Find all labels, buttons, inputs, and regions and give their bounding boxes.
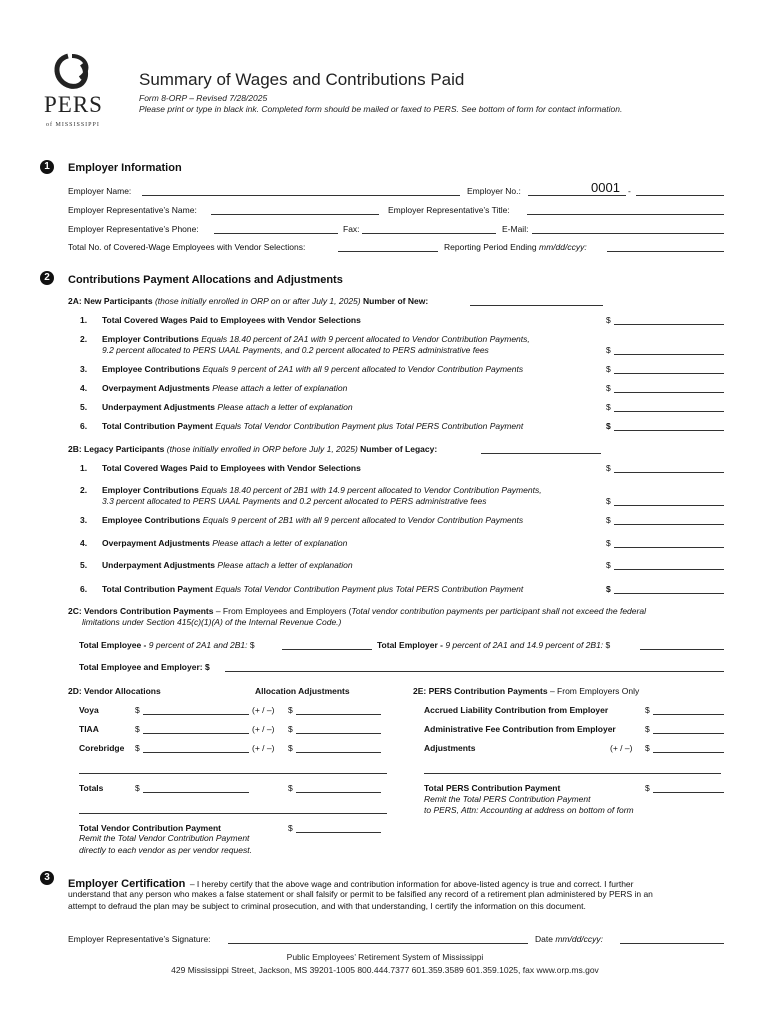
- pers-item-dollar: $: [645, 705, 650, 715]
- vendor-name: Corebridge: [79, 743, 125, 753]
- logo-subtext: of MISSISSIPPI: [46, 122, 100, 128]
- page-title: Summary of Wages and Contributions Paid: [139, 70, 465, 89]
- vendor-plus-minus: (+ / –): [252, 724, 275, 734]
- new-item-number: 2.: [80, 334, 88, 344]
- totals-dollar: $: [135, 783, 140, 793]
- period-field[interactable]: [607, 251, 724, 252]
- new-item-amount-field[interactable]: [614, 411, 724, 412]
- legacy-item-amount-field[interactable]: [614, 472, 724, 473]
- total-employee-employer-field[interactable]: [225, 671, 724, 672]
- new-item-amount-field[interactable]: [614, 324, 724, 325]
- total-vendor-field[interactable]: [296, 832, 381, 833]
- legacy-item-number: 3.: [80, 515, 88, 525]
- pers-item-field[interactable]: [653, 714, 724, 715]
- new-item-label: Employer Contributions Equals 18.40 percent of 2A1 with 9 percent allocated to Vendor Contribution Payments,: [102, 334, 530, 344]
- form-instructions: Please print or type in black ink. Completed form should be mailed or faxed to PERS. See bottom of form for contact information.: [139, 104, 623, 114]
- number-legacy-field[interactable]: [481, 453, 601, 454]
- logo-text: PERS: [44, 92, 103, 117]
- legacy-item-number: 1.: [80, 463, 88, 473]
- certification-line1: Employer Certification – I hereby certify that the above wage and contribution information for above-listed agency is true and correct. I further: [68, 878, 634, 890]
- vendor-adj-dollar: $: [288, 705, 293, 715]
- rep-phone-label: Employer Representative’s Phone:: [68, 224, 199, 234]
- section-2b-heading: 2B: Legacy Participants (those initially enrolled in ORP before July 1, 2025) Number of Legacy:: [68, 444, 438, 454]
- new-item-label: Total Covered Wages Paid to Employees with Vendor Selections: [102, 315, 361, 325]
- form-number: Form 8-ORP – Revised 7/28/2025: [139, 93, 268, 103]
- total-vendor-note: Remit the Total Vendor Contribution Payment: [79, 833, 250, 843]
- signature-field[interactable]: [228, 943, 528, 944]
- employer-no-value: 0001: [591, 180, 620, 195]
- new-item-amount-field[interactable]: [614, 354, 724, 355]
- legacy-item-label: Underpayment Adjustments Please attach a letter of explanation: [102, 560, 353, 570]
- new-item-dollar: $: [606, 421, 611, 431]
- total-vendor-dollar: $: [288, 823, 293, 833]
- employer-no-label: Employer No.:: [467, 186, 521, 196]
- certification-line2: understand that any person who makes a false statement or shall falsify or permit to be falsified any record of a retirement plan administered by PERS in an: [68, 889, 653, 899]
- total-pers-note: Remit the Total PERS Contribution Payment: [424, 794, 591, 804]
- rep-title-label: Employer Representative’s Title:: [388, 205, 510, 215]
- total-vendor-label: Total Vendor Contribution Payment: [79, 823, 221, 833]
- legacy-item-label: Overpayment Adjustments Please attach a letter of explanation: [102, 538, 348, 548]
- totals-divider: [79, 773, 387, 774]
- new-item-label: Overpayment Adjustments Please attach a letter of explanation: [102, 383, 348, 393]
- fax-label: Fax:: [343, 224, 360, 234]
- total-vendor-note-2: directly to each vendor as per vendor request.: [79, 845, 252, 855]
- total-employer-field[interactable]: [640, 649, 724, 650]
- employer-no-field[interactable]: [528, 195, 626, 196]
- total-employees-label: Total No. of Covered-Wage Employees with Vendor Selections:: [68, 242, 306, 252]
- vendor-allocation-field[interactable]: [143, 733, 249, 734]
- legacy-item-dollar: $: [606, 560, 611, 570]
- pers-item-field[interactable]: [653, 752, 724, 753]
- legacy-item-dollar: $: [606, 496, 611, 506]
- vendor-dollar: $: [135, 705, 140, 715]
- section-2e-heading: 2E: PERS Contribution Payments – From Employers Only: [413, 686, 640, 696]
- totals-adjustment-field[interactable]: [296, 792, 381, 793]
- vendor-dollar: $: [135, 724, 140, 734]
- email-label: E-Mail:: [502, 224, 529, 234]
- section-1-number: 1: [40, 160, 54, 174]
- total-pers-field[interactable]: [653, 792, 724, 793]
- legacy-item-number: 4.: [80, 538, 88, 548]
- legacy-item-dollar: $: [606, 584, 611, 594]
- employer-no-suffix-field[interactable]: [636, 195, 724, 196]
- vendor-allocation-field[interactable]: [143, 714, 249, 715]
- legacy-item-amount-field[interactable]: [614, 547, 724, 548]
- vendor-adj-dollar: $: [288, 724, 293, 734]
- number-new-field[interactable]: [470, 305, 603, 306]
- new-item-label: Total Contribution Payment Equals Total Vendor Contribution Payment plus Total PERS Contribution Payment: [102, 421, 524, 431]
- new-item-dollar: $: [606, 345, 611, 355]
- vendor-plus-minus: (+ / –): [252, 743, 275, 753]
- new-item-amount-field[interactable]: [614, 392, 724, 393]
- new-item-dollar: $: [606, 364, 611, 374]
- legacy-item-label: Total Contribution Payment Equals Total Vendor Contribution Payment plus Total PERS Contribution Payment: [102, 584, 524, 594]
- new-item-amount-field[interactable]: [614, 430, 724, 431]
- total-employee-field[interactable]: [282, 649, 372, 650]
- pers-item-field[interactable]: [653, 733, 724, 734]
- new-item-label-line2: 9.2 percent allocated to PERS UAAL Payments, and 0.2 percent allocated to PERS administrative fees: [102, 345, 489, 355]
- section-2-number: 2: [40, 271, 54, 285]
- pers-item-dollar: $: [645, 743, 650, 753]
- legacy-item-number: 6.: [80, 584, 88, 594]
- legacy-item-dollar: $: [606, 538, 611, 548]
- totals-allocation-field[interactable]: [143, 792, 249, 793]
- total-employees-field[interactable]: [338, 251, 438, 252]
- legacy-item-amount-field[interactable]: [614, 505, 724, 506]
- signature-label: Employer Representative’s Signature:: [68, 934, 211, 944]
- vendor-name: Voya: [79, 705, 99, 715]
- total-employee-label: Total Employee - 9 percent of 2A1 and 2B1: $: [79, 640, 255, 650]
- new-item-dollar: $: [606, 315, 611, 325]
- date-field[interactable]: [620, 943, 724, 944]
- vendor-adj-dollar: $: [288, 743, 293, 753]
- legacy-item-amount-field[interactable]: [614, 593, 724, 594]
- rep-name-field[interactable]: [211, 214, 379, 215]
- rep-title-field[interactable]: [527, 214, 724, 215]
- vendor-adjustment-field[interactable]: [296, 714, 381, 715]
- new-item-number: 4.: [80, 383, 88, 393]
- legacy-item-label: Total Covered Wages Paid to Employees with Vendor Selections: [102, 463, 361, 473]
- legacy-item-dollar: $: [606, 463, 611, 473]
- totals-adj-dollar: $: [288, 783, 293, 793]
- rep-name-label: Employer Representative’s Name:: [68, 205, 197, 215]
- vendor-plus-minus: (+ / –): [252, 705, 275, 715]
- employer-name-label: Employer Name:: [68, 186, 132, 196]
- total-pers-label: Total PERS Contribution Payment: [424, 783, 561, 793]
- new-item-number: 5.: [80, 402, 88, 412]
- vendor-name: TIAA: [79, 724, 99, 734]
- vendor-allocation-field[interactable]: [143, 752, 249, 753]
- pers-divider: [424, 773, 721, 774]
- totals-divider-bottom: [79, 813, 387, 814]
- section-2c-heading-line2: limitations under Section 415(c)(1)(A) of the Internal Revenue Code.): [82, 617, 342, 627]
- section-2a-heading: 2A: New Participants (those initially enrolled in ORP on or after July 1, 2025) Number of New:: [68, 296, 429, 306]
- legacy-item-number: 2.: [80, 485, 88, 495]
- rep-phone-field[interactable]: [214, 233, 338, 234]
- legacy-item-label-line2: 3.3 percent allocated to PERS UAAL Payments and 0.2 percent allocated to PERS administrative fees: [102, 496, 487, 506]
- footer-org: Public Employees’ Retirement System of Mississippi: [286, 952, 484, 962]
- pers-item-label: Accrued Liability Contribution from Employer: [424, 705, 609, 715]
- fax-field[interactable]: [362, 233, 496, 234]
- new-item-dollar: $: [606, 383, 611, 393]
- footer-address: 429 Mississippi Street, Jackson, MS 39201-1005 800.444.7377 601.359.3589 601.359.1025, fax www.orp.ms.gov: [171, 965, 599, 975]
- legacy-item-label: Employee Contributions Equals 9 percent of 2B1 with all 9 percent allocated to Vendor Contribution Payments: [102, 515, 524, 525]
- pers-plus-minus: (+ / –): [610, 743, 633, 753]
- section-3-number: 3: [40, 871, 54, 885]
- email-field[interactable]: [532, 233, 724, 234]
- section-1-title: Employer Information: [68, 162, 182, 174]
- new-item-number: 3.: [80, 364, 88, 374]
- total-employee-employer-label: Total Employee and Employer: $: [79, 662, 210, 672]
- new-item-number: 6.: [80, 421, 88, 431]
- section-2-title: Contributions Payment Allocations and Adjustments: [68, 274, 343, 286]
- allocation-adjustments-heading: Allocation Adjustments: [255, 686, 350, 696]
- total-pers-dollar: $: [645, 783, 650, 793]
- new-item-amount-field[interactable]: [614, 373, 724, 374]
- certification-line3: attempt to defraud the plan may be subject to criminal prosecution, and with that understanding, I certify the information on this document.: [68, 901, 586, 911]
- section-2d-heading: 2D: Vendor Allocations: [68, 686, 161, 696]
- legacy-item-dollar: $: [606, 515, 611, 525]
- legacy-item-amount-field[interactable]: [614, 569, 724, 570]
- date-label: Date mm/dd/ccyy:: [535, 934, 604, 944]
- section-2c-heading: 2C: Vendors Contribution Payments – From Employees and Employers (Total vendor contribution payments per participant shall not exceed the federal: [68, 606, 646, 616]
- new-item-label: Employee Contributions Equals 9 percent of 2A1 with all 9 percent allocated to Vendor Contribution Payments: [102, 364, 524, 374]
- new-item-dollar: $: [606, 402, 611, 412]
- total-pers-note-2: to PERS, Attn: Accounting at address on bottom of form: [424, 805, 634, 815]
- total-employer-label: Total Employer - 9 percent of 2A1 and 14.9 percent of 2B1: $: [377, 640, 611, 650]
- pers-item-dollar: $: [645, 724, 650, 734]
- vendor-adjustment-field[interactable]: [296, 752, 381, 753]
- pers-item-label: Administrative Fee Contribution from Employer: [424, 724, 616, 734]
- vendor-dollar: $: [135, 743, 140, 753]
- employer-no-dash: -: [628, 186, 631, 196]
- legacy-item-number: 5.: [80, 560, 88, 570]
- period-label: Reporting Period Ending mm/dd/ccyy:: [444, 242, 587, 252]
- legacy-item-amount-field[interactable]: [614, 524, 724, 525]
- legacy-item-label: Employer Contributions Equals 18.40 percent of 2B1 with 14.9 percent allocated to Vendor Contribution Payments,: [102, 485, 542, 495]
- employer-name-field[interactable]: [142, 195, 460, 196]
- new-item-label: Underpayment Adjustments Please attach a letter of explanation: [102, 402, 353, 412]
- new-item-number: 1.: [80, 315, 88, 325]
- totals-label: Totals: [79, 783, 104, 793]
- vendor-adjustment-field[interactable]: [296, 733, 381, 734]
- pers-item-label: Adjustments: [424, 743, 476, 753]
